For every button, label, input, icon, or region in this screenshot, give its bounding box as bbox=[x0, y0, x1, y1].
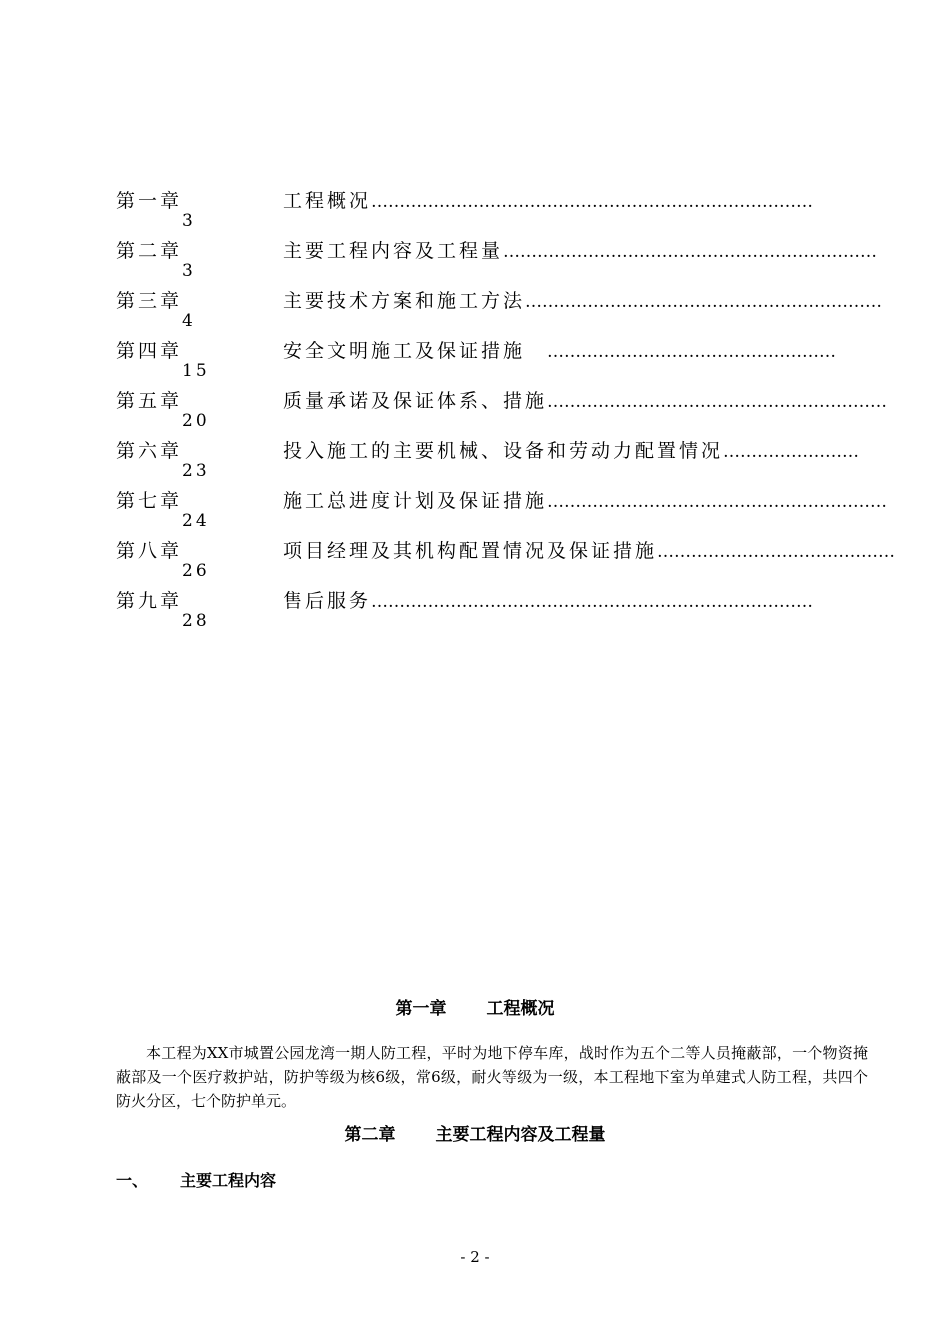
toc-leader-dots: …………………………………… bbox=[657, 542, 896, 562]
toc-leader-dots: …………………………………………………… bbox=[547, 492, 888, 512]
toc-leader-dots: …………………… bbox=[723, 442, 860, 462]
toc-title: 质量承诺及保证体系、措施…………………………………………………… bbox=[283, 390, 888, 412]
toc-leader-dots: ……………………………………………………… bbox=[525, 292, 883, 312]
toc-entry[interactable] bbox=[0, 186, 950, 236]
toc-title: 主要技术方案和施工方法……………………………………………………… bbox=[283, 290, 883, 312]
toc-entry[interactable] bbox=[0, 586, 950, 636]
toc-entry[interactable] bbox=[0, 436, 950, 486]
toc-page-number: 28 bbox=[182, 611, 210, 631]
toc-leader-dots: …………………………………………………………………… bbox=[371, 192, 814, 212]
toc-leader-dots: …………………………………………… bbox=[547, 342, 837, 362]
chapter-label: 第二章 bbox=[344, 1125, 396, 1145]
toc-page-number: 23 bbox=[182, 461, 210, 481]
toc-title: 主要工程内容及工程量………………………………………………………… bbox=[283, 240, 878, 262]
toc-title: 售后服务…………………………………………………………………… bbox=[283, 590, 814, 612]
toc-page-number: 15 bbox=[182, 361, 210, 381]
body-paragraph: 本工程为XX市城置公园龙湾一期人防工程，平时为地下停车库，战时作为五个二等人员掩蔽部，一个物资掩蔽部及一个医疗救护站，防护等级为核6级，常6级，耐火等级为一级，本工程地下室为单建式人防工程，共四个防火分区，七个防护单元。 bbox=[116, 1044, 868, 1110]
page-number: - 2 - bbox=[460, 1248, 490, 1266]
chapter-heading bbox=[0, 994, 950, 1019]
toc-title: 投入施工的主要机械、设备和劳动力配置情况…………………… bbox=[283, 440, 860, 462]
chapter-heading bbox=[0, 1120, 950, 1145]
chapter-title: 主要工程内容及工程量 bbox=[435, 1125, 606, 1145]
toc-entry[interactable] bbox=[0, 336, 950, 386]
section-number: 一、 bbox=[116, 1171, 149, 1190]
toc-entry[interactable] bbox=[0, 486, 950, 536]
toc-chapter-label: 第三章 bbox=[116, 290, 183, 312]
toc-chapter-label: 第二章 bbox=[116, 240, 183, 262]
toc-leader-dots: …………………………………………………… bbox=[547, 392, 888, 412]
toc-page-number: 4 bbox=[182, 311, 196, 331]
toc-page-number: 24 bbox=[182, 511, 210, 531]
toc-page-number: 26 bbox=[182, 561, 210, 581]
chapter-title: 工程概况 bbox=[486, 999, 555, 1019]
section-heading bbox=[116, 1168, 276, 1191]
toc-page-number: 20 bbox=[182, 411, 210, 431]
toc-chapter-label: 第八章 bbox=[116, 540, 183, 562]
toc-title: 项目经理及其机构配置情况及保证措施…………………………………… bbox=[283, 540, 896, 562]
toc-title: 施工总进度计划及保证措施…………………………………………………… bbox=[283, 490, 888, 512]
toc-chapter-label: 第九章 bbox=[116, 590, 183, 612]
toc-leader-dots: …………………………………………………………………… bbox=[371, 592, 814, 612]
toc-entry[interactable] bbox=[0, 386, 950, 436]
toc-page-number: 3 bbox=[182, 211, 196, 231]
toc-entry[interactable] bbox=[0, 286, 950, 336]
toc-chapter-label: 第一章 bbox=[116, 190, 183, 212]
toc-leader-dots: ………………………………………………………… bbox=[503, 242, 878, 262]
section-title: 主要工程内容 bbox=[180, 1171, 277, 1190]
toc-chapter-label: 第六章 bbox=[116, 440, 183, 462]
toc-chapter-label: 第七章 bbox=[116, 490, 183, 512]
toc-title: 工程概况…………………………………………………………………… bbox=[283, 190, 814, 212]
toc-entry[interactable] bbox=[0, 536, 950, 586]
toc-page-number: 3 bbox=[182, 261, 196, 281]
toc-chapter-label: 第四章 bbox=[116, 340, 183, 362]
toc-chapter-label: 第五章 bbox=[116, 390, 183, 412]
toc-entry[interactable] bbox=[0, 236, 950, 286]
chapter-label: 第一章 bbox=[395, 999, 447, 1019]
toc-title: 安全文明施工及保证措施 …………………………………………… bbox=[283, 340, 837, 362]
